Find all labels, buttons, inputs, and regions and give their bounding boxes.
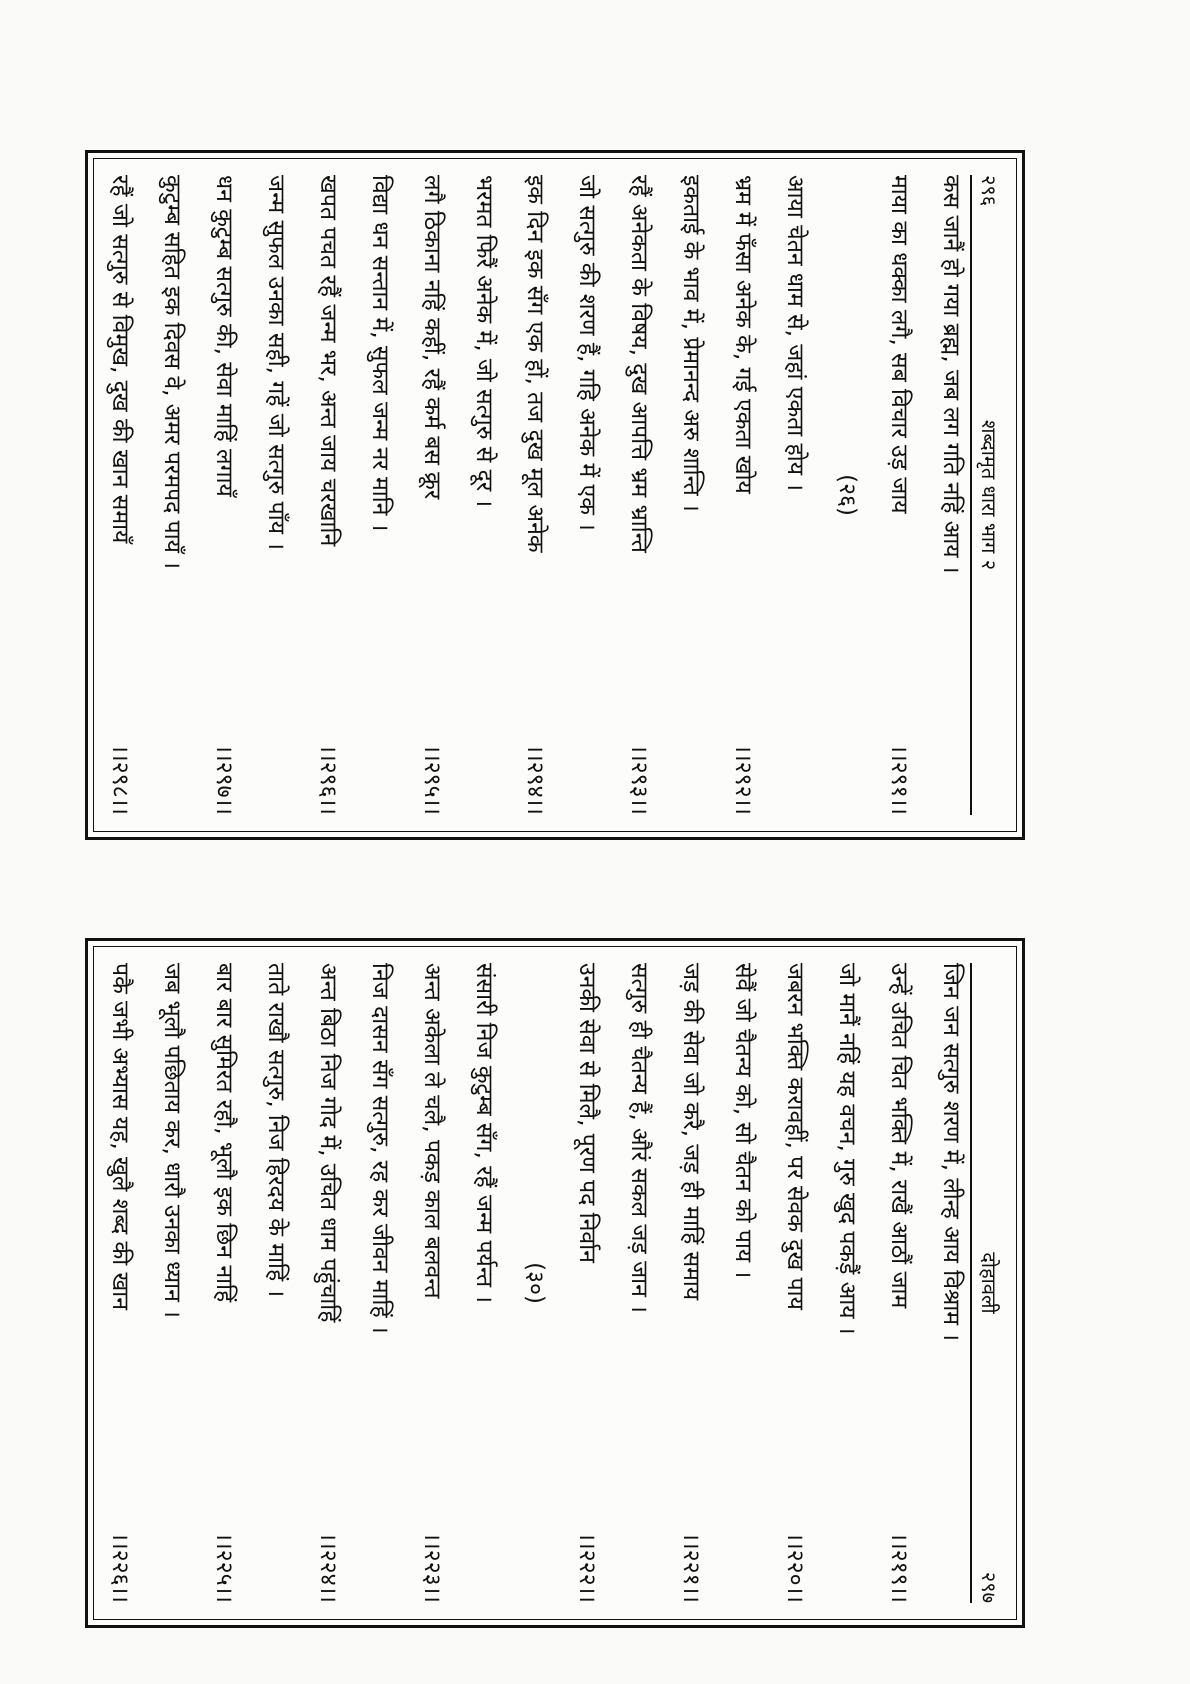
verse-line	[730, 963, 757, 1603]
verse-line	[108, 175, 131, 815]
section-number: (३०)	[522, 1262, 549, 1304]
verse-text: पकै जभी अभ्यास यह, खुलै शब्द की खान	[107, 963, 133, 1311]
verse-line	[316, 175, 339, 815]
verse-line	[939, 175, 962, 815]
verse-text: सत्गुरु ही चैतन्य हैं, औरं सकल जड़ जान ।	[626, 963, 653, 1313]
verse-text: जड़ की सेवा जो करै, जड़ ही माहिं समाय	[678, 963, 705, 1301]
verse-line	[264, 963, 287, 1603]
page-number: २९६	[977, 175, 1002, 207]
verse-line	[472, 963, 495, 1603]
verse-number: ।।२९५।।	[418, 744, 445, 815]
verse-text: खपत पचत रहैं जन्म भर, अन्त जाय चरखानि	[314, 175, 341, 547]
verse-line	[886, 175, 913, 815]
section-number: (२६)	[834, 474, 861, 516]
verse-number: ।।२९७।।	[210, 744, 237, 815]
verse-line	[782, 175, 809, 815]
verse-number: ।।२२०।।	[782, 1532, 809, 1603]
verse-number: ।।२२२।।	[574, 1532, 601, 1603]
verse-text: कस जानैं हो गया ब्रह्म, जब लग गति नहिं आय ।	[938, 175, 964, 574]
verse-line	[782, 963, 809, 1603]
verse-number: ।।२९६।।	[314, 744, 341, 815]
running-title: शब्दामृत धारा भाग २	[977, 419, 1002, 571]
verse-text: भरमत फिरैं अनेक में, जो सत्गुरु से दूर ।	[470, 175, 497, 508]
verse-text: इकताई के भाव में, प्रेमानन्द अरु शान्ति ।	[678, 175, 705, 512]
verse-line	[834, 963, 861, 1603]
verse-line	[939, 963, 962, 1603]
verse-number: ।।२२४।।	[314, 1532, 341, 1603]
verse-text: जबरन भक्ति करावहीं, पर सेवक दुख पाय	[782, 963, 809, 1310]
verse-line	[574, 963, 601, 1603]
verse-text: जिन जन सत्गुरु शरण में, लीन्ह आय विश्राम ।	[938, 963, 964, 1342]
verse-line	[108, 963, 131, 1603]
verse-text: उन्हें उचित चित भक्ति में, राखैं आठौं जाम	[886, 963, 913, 1309]
verse-text: संसारी निज कुटुम्ब सँग, रहैं जन्म पर्यन्त ।	[470, 963, 497, 1304]
verse-number: ।।२९१।।	[886, 744, 913, 815]
verse-text: अन्त बिठा निज गोद में, उचित धाम पहुंचाहिं	[314, 963, 341, 1323]
verse-text: सेवैं जो चैतन्य को, सो चैतन को पाय ।	[730, 963, 757, 1279]
verse-line	[160, 175, 183, 815]
verse-line	[730, 175, 757, 815]
verse-line	[472, 175, 495, 815]
verse-line	[160, 963, 183, 1603]
verse-number: ।।२२३।।	[418, 1532, 445, 1603]
running-title: दोहावली	[977, 1252, 1002, 1314]
verse-line	[316, 963, 339, 1603]
verse-number: ।।२१९।।	[886, 1532, 913, 1603]
verse-line	[574, 175, 601, 815]
verse-line	[420, 963, 443, 1603]
verse-line	[524, 175, 547, 815]
verse-block	[108, 963, 962, 1603]
verse-text: बार बार सुमिरत रहौ, भूलौ इक छिन नाहिं	[210, 963, 237, 1303]
verse-text: विद्या धन सन्तान में, सुफल जन्म नर मानि ।	[366, 175, 393, 532]
book-page-296	[85, 150, 1025, 840]
verse-text: आया चेतन धाम से, जहां एकता होय ।	[782, 175, 809, 492]
verse-line	[886, 963, 913, 1603]
verse-number: ।।२९४।।	[522, 744, 549, 815]
verse-text: कुटुम्ब सहित इक दिवस वे, अमर परमपद पायँ ।	[158, 175, 185, 570]
verse-line	[420, 175, 443, 815]
verse-number: ।।२९२।।	[730, 744, 757, 815]
verse-text: धन कुटुम्ब सत्गुरु की, सेवा माहिं लगायँ	[210, 175, 237, 497]
verse-text: इक दिन इक सँग एक हों, तज दुख मूल अनेक	[522, 175, 549, 553]
verse-text: ताते राखौ सत्गुरु, निज हिरदय के माहिं ।	[262, 963, 289, 1298]
book-page-297	[85, 938, 1025, 1628]
verse-text: रहैं जो सत्गुरु से विमुख, दुख की खान समायँ	[107, 175, 133, 544]
verse-line	[368, 175, 391, 815]
verse-text: जन्म सुफल उनका सही, गहें जो सत्गुरु पाँय ।	[262, 175, 289, 551]
verse-line	[626, 175, 653, 815]
verse-number: ।।२२१।।	[678, 1532, 705, 1603]
verse-line	[678, 963, 705, 1603]
verse-text: लगै ठिकाना नहिं कहीं, रहैं कर्म बस क्रूर	[418, 175, 445, 500]
verse-number: ।।२९३।।	[626, 744, 653, 815]
verse-text: जब भूलौ पछिताय कर, धारौ उनका ध्यान ।	[158, 963, 185, 1318]
verse-text: जो सत्गुरु की शरण हैं, गहि अनेक में एक ।	[574, 175, 601, 531]
verse-text: रहैं अनेकता के विषय, दुख आपत्ति भ्रम भ्रान्ति	[626, 175, 653, 553]
page-header	[970, 963, 1008, 1603]
verse-text: जो मानैं नहिं यह वचन, गुरु खुद पकड़ैं आय ।	[834, 963, 861, 1335]
verse-text: भ्रम में फँसा अनेक के, गई एकता खोय	[730, 175, 757, 494]
verse-number: ।।२२५।।	[210, 1532, 237, 1603]
page-header	[970, 175, 1008, 815]
verse-line	[678, 175, 705, 815]
verse-block	[108, 175, 962, 815]
verse-line	[212, 963, 235, 1603]
verse-text: अन्त अकेला ले चलै, पकड़ काल बलवन्त	[418, 963, 445, 1299]
verse-number: ।।२९८।।	[107, 744, 133, 815]
verse-line	[212, 175, 235, 815]
verse-line	[264, 175, 287, 815]
verse-text: निज दासन सँग सत्गुरु, रह कर जीवन माहिं ।	[366, 963, 393, 1334]
verse-text: माया का धक्का लगै, सब विचार उड़ जाय	[886, 175, 913, 514]
page-number: २९७	[977, 1571, 1002, 1603]
verse-line	[368, 963, 391, 1603]
verse-text: उनकी सेवा से मिलै, पूरण पद निर्वान	[574, 963, 601, 1263]
verse-line	[626, 963, 653, 1603]
verse-number: ।।२२६।।	[107, 1532, 133, 1603]
